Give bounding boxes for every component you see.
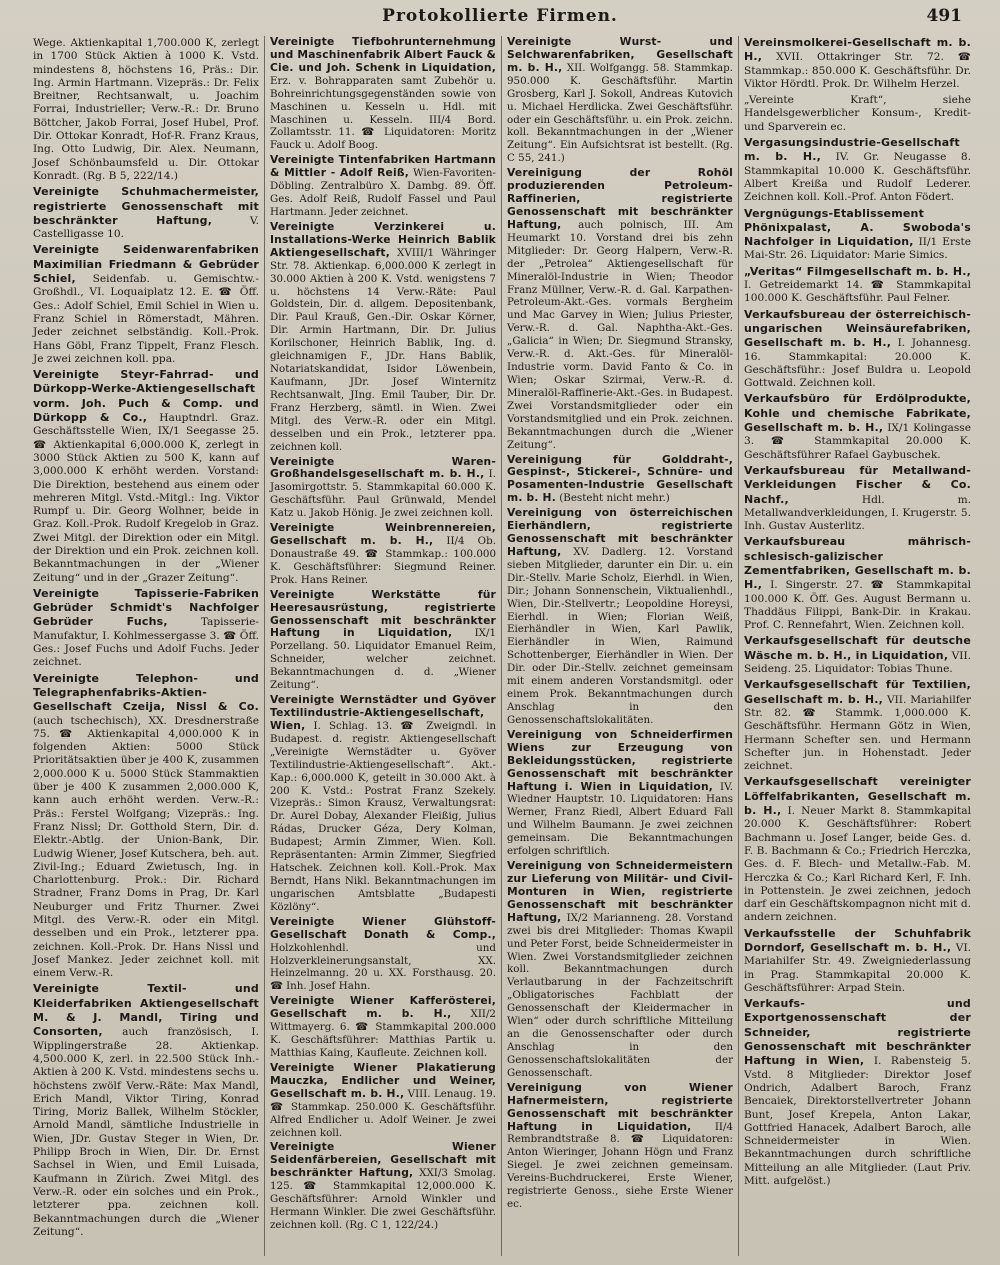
firm-entry xyxy=(270,589,496,692)
firm-details: I. Singerstr. 27. ☎ Stammkapital 100.000 K. Öff. Ges. August Bermann u. Thaddäus Filippi, Bank-Dir. in Krakau. Prof. C. Rennefahrt, Wien. Zeichnen koll. xyxy=(744,579,971,632)
firm-name: Vereinigte Waren-Großhandelsgesellschaft m. b. H., xyxy=(270,454,496,481)
firm-entry xyxy=(744,392,971,461)
firm-name: Vereinigte Seidenwarenfabriken Maximilian Friedmann & Gebrüder Schiel, xyxy=(33,243,259,286)
firm-entry xyxy=(270,916,496,994)
firm-details: Hauptndrl. Graz. Geschäftsstelle Wien, IX/1 Seegasse 25. ☎ Aktienkapital 6,000.000 K, zerlegt in 3000 Stück Aktien zu 500 K, kann auf 3,000.000 K erhöht werden. Vorstand: Die Direktion, bestehend aus einem oder mehreren Mitgl. Vstd.-Mitgl.: Ing. Viktor Rumpf u. Dir. Georg Wolhner, beide in Graz. Koll.-Prok. Rudolf Kregelob in Graz. Zwei Mitgl. der Direktion oder ein Mitgl. der Direktion und ein Prok. zeichnen koll. Bekanntmachungen in der „Wiener Zeitung“ und in der „Grazer Zeitung“. xyxy=(33,412,259,584)
firm-details: II/1 Erste Mai-Str. 26. Liquidator: Marie Simics. xyxy=(744,236,972,262)
firm-entry xyxy=(507,1082,733,1211)
firm-details: Erz. v. Bohrapparaten samt Zubehör u. Bohreinrichtungsgegenständen sowie von Maschinen u. Kesseln u. Hdl. mit Maschinen u. Kesseln. III/4 Bord. Zollamtsstr. 11. ☎ Liquidatoren: Moritz Fauck u. Adolf Boog. xyxy=(270,74,496,152)
firm-entry xyxy=(270,522,496,587)
firm-name: Vereinigte Wernstädter und Gyöver Textilindustrie-Aktiengesellschaft, Wien, xyxy=(270,693,496,732)
firm-name: Verkaufsbureau der österreichisch-ungarischen Weinsäurefabriken, Gesellschaft m. b. H., xyxy=(744,307,971,350)
firm-details: I. Schlag. 13. ☎ Zweigndl. in Budapest. d. registr. Aktiengesellschaft „Vereinigte Wernstädter u. Gyöver Textilindustrie-Aktiengesellschaft“. Akt.-Kap.: 6,000.000 K, geteilt in 30.000 Akt. à 200 K. Vstd.: Postrat Franz Szekely. Vizepräs.: Simon Krausz, Verwaltungsrat: Dr. Aurel Dobay, Alexander Fleißig, Julius Rádas, Drucker Géza, Dery Kolman, Budapest; Armin Zimmer, Wien. Koll. Repräsentanten: Armin Zimmer, Siegfried Hatschek. Zeichnen koll. Koll.-Prok. Max Berndt, Hans Nikl. Bekanntmachungen im ungarischen Amtsblatte „Budapesti Közlöny“. xyxy=(270,719,496,913)
firm-details: XII/2 Wittmayerg. 6. ☎ Stammkapital 200.000 K. Geschäftsführer: Matthias Partik u. Matthias Kaing, Kaufleute. Zeichnen koll. xyxy=(270,1008,496,1059)
firm-name: Verkaufsstelle der Schuhfabrik Dorndorf, Gesellschaft m. b. H., xyxy=(744,926,971,954)
firm-details: IX/2 Marianneng. 28. Vorstand zwei bis drei Mitglieder: Thomas Kwapil und Peter Forst, beide Schneidermeister in Wien. Zwei Vorstandsmitglieder zeichnen koll. Bekanntmachungen durch Verlautbarung in der Fachzeitschrift „Obligatorisches Fachblatt der Genossenschaft der Kleidermacher in Wien“ oder durch schriftliche Mitteilung an die Genossenschafter oder durch Anschlag in den Genossenschaftslokalitäten der Genossenschaft. xyxy=(507,911,733,1079)
page-title: Protokollierte Firmen. xyxy=(382,6,618,26)
firm-entry xyxy=(33,185,259,241)
firm-entry xyxy=(507,860,733,1080)
firm-details: XXI/3 Smolag. 125. ☎ Stammkapital 12,000.000 K. Geschäftsführer: Arnold Winkler und Hermann Winkler. Die zwei Geschäftsführ. zeichnen koll. (Rg. C 1, 122/24.) xyxy=(270,1167,497,1231)
firm-details: IX/1 Kolingasse 3. ☎ Stammkapital 20.000 K. Geschäftsführer Rafael Gaybuschek. xyxy=(744,422,971,461)
firm-entry xyxy=(270,1062,496,1140)
firm-details: XII. Wolfgangg. 58. Stammkap. 950.000 K. Geschäftsführ. Martin Grosberg, Karl J. Sokoll, Andreas Kutovich u. Michael Herdlicka. Zwei Geschäftsführ. oder ein Geschäftsführ. u. ein Prok. zeichn. koll. Bekanntmachungen in der „Wiener Zeitung“. Ein Aufsichtsrat ist bestellt. (Rg. C 55, 241.) xyxy=(507,61,734,165)
firm-details: Hdl. m. Metallwandverkleidungen, I. Krugerstr. 5. Inh. Gustav Austerlitz. xyxy=(744,493,971,533)
firm-details: Wege. Aktienkapital 1,700.000 K, zerlegt in 1700 Stück Aktien à 1000 K. Vstd. mindestens 8, höchstens 16, Präs.: Dir. Ing. Armin Hartmann. Vizepräs.: Dr. Felix Breitner, Rechtsanwalt, u. Joachim Forrai, Industrieller; Verw.-R.: Dr. Bruno Böttcher, Jakob Forrai, Josef Hubel, Prof. Dir. Ottokar Konradt, Hof-R. Franz Kraus, Ing. Otto Ludwig, Dir. Alex. Neumann, Josef Schönbaumsfeld u. Dir. Ottokar Konradt. (Rg. B 5, 222/14.) xyxy=(33,37,259,182)
firm-entry xyxy=(507,507,733,727)
firm-details: I. Rabensteig 5. Vstd. 8 Mitglieder: Direktor Josef Ondrich, Adalbert Baroch, Franz Bencaiek, Direktorstellvertreter Johann Bunt, Josef Krepela, Anton Lakar, Gottfried Hanacek, Adalbert Baroch, alle Schneidermeister in Wien. Bekanntmachungen durch schriftliche Mitteilung an alle Mitglieder. (Laut Priv. Mitt. aufgelöst.) xyxy=(744,1055,972,1188)
firm-entry xyxy=(744,634,971,676)
firm-details: Tapisserie-Manufaktur, I. Kohlmessergasse 3. ☎ Öff. Ges.: Josef Fuchs und Adolf Fuchs. Jeder zeichnet. xyxy=(33,616,259,669)
firm-details: IX/1 Porzellang. 50. Liquidator Emanuel Reim, Schneider, welcher zeichnet. Bekanntmachungen d. d. „Wiener Zeitung“. xyxy=(270,627,496,692)
firm-entry xyxy=(744,535,971,632)
firm-name: Verkaufsgesellschaft für Textilien, Gesellschaft m. b. H., xyxy=(744,678,971,706)
firm-entry xyxy=(33,243,259,366)
firm-name: Verkaufsgesellschaft für deutsche Wäsche m. b. H., in Liquidation, xyxy=(744,634,971,662)
firm-entry xyxy=(507,167,733,451)
firm-details: Holzkohlenhdl. und Holzverkleinerungsanstalt, XX. Heinzelmanng. 20 u. XX. Forsthausg. 20. ☎ Inh. Josef Hahn. xyxy=(270,941,496,993)
firm-entry xyxy=(507,729,733,858)
firm-details: (Besteht nicht mehr.) xyxy=(559,492,670,505)
firm-name: Vereinigung von Schneiderfirmen Wiens zur Erzeugung von Bekleidungsstücken, registrierte Genossenschaft mit beschränkter Haftung i. Wien in Liquidation, xyxy=(507,727,733,793)
firm-name: Vereinigte Wiener Glühstoff-Gesellschaft Donath & Comp., xyxy=(270,914,496,941)
firm-details: I. Jasomirgottstr. 5. Stammkapital 60.000 K. Geschäftsführ. Paul Grünwald, Mendel Katz u. Jakob Hönig. Je zwei zeichnen koll. xyxy=(270,468,496,520)
firm-entry xyxy=(744,136,971,204)
firm-entry xyxy=(270,36,496,152)
firm-entry xyxy=(744,775,971,924)
column-3 xyxy=(502,36,739,1256)
firm-entry xyxy=(270,1141,496,1231)
firm-name: Vereinigte Telephon- und Telegraphenfabriks-Aktien-Gesellschaft Czeija, Nissl & Co. xyxy=(33,671,259,714)
firm-name: Vergnügungs-Etablissement Phönixpalast, A. Swoboda's Nachfolger in Liquidation, xyxy=(744,206,971,249)
firm-details: I. Getreidemarkt 14. ☎ Stammkapital 100.000 K. Geschäftsführ. Paul Felner. xyxy=(744,279,971,305)
firm-entry xyxy=(744,308,971,391)
firm-details: Wien-Favoriten-Döbling. Zentralbüro X. Dambg. 89. Öff. Ges. Adolf Reiß, Rudolf Fassel und Paul Hartmann. Jeder zeichnet. xyxy=(270,167,497,218)
firm-name: Vereinigte Tintenfabriken Hartmann & Mittler - Adolf Reiß, xyxy=(270,153,496,180)
firm-entry xyxy=(33,587,259,670)
firm-details: II/4 Rembrandtstraße 8. ☎ Liquidatoren: Anton Wieringer, Johann Högn und Franz Siegel. Je zwei zeichnen gemeinsam. Vereins-Buchdruckerei, Erste Wiener, registrierte Genoss., siehe Erste Wiener ec. xyxy=(507,1120,733,1211)
firm-details: VIII. Lenaug. 19. ☎ Stammkap. 250.000 K. Geschäftsführ. Alfred Endlicher u. Adolf Weiner. Je zwei zeichnen koll. xyxy=(270,1087,496,1139)
firm-name: Vereinigte Werkstätte für Heeresausrüstung, registrierte Genossenschaft mit beschränkter Haftung in Liquidation, xyxy=(270,587,496,640)
firm-name: Vereinigte Verzinkerei u. Installations-Werke Heinrich Bablik Aktiengesellschaft, xyxy=(270,219,496,259)
firm-name: Verkaufsgesellschaft vereinigter Löffelfabrikanten, Gesellschaft m. b. H., xyxy=(744,775,971,818)
firm-entry xyxy=(507,36,733,165)
firm-details: auch polnisch, III. Am Heumarkt 10. Vorstand drei bis zehn Mitglieder: Dr. Georg Halpern, Verw.-R. der „Petrolea“ Aktiengesellschaft für Mineralöl-Industrie in Wien; Theodor Franz Müllner, Verw.-R. d. Gal. Karpathen-Petroleum-Akt.-Ges. vormals Bergheim und Mac Garvey in Wien; Julius Priester, Verw.-R. d. Gal. Naphtha-Akt.-Ges. „Galicia“ in Wien; Dr. Siegmund Stransky, Verw.-R. d. Akt.-Ges. für Mineralöl-Industrie vorm. David Fanto & Co. in Wien; Oskar Szirmai, Verw.-R. d. Mineralöl-Raffinerie-Akt.-Ges. in Budapest. Zwei Vorstandsmitglieder oder ein Vorstandsmitglied und ein Prok. zeichnen. Bekanntmachungen durch die „Wiener Zeitung“. xyxy=(507,218,733,451)
firm-entry xyxy=(744,93,971,134)
firm-name: Vereinigte Textil- und Kleiderfabriken Aktiengesellschaft M. & J. Mandl, Tiring und Consorten, xyxy=(33,982,259,1039)
firm-entry xyxy=(33,672,259,981)
firm-name: Vereinigte Wurst- und Selchwarenfabriken, Gesellschaft m. b. H., xyxy=(507,36,733,74)
firm-details: XV. Dadlerg. 12. Vorstand sieben Mitglieder, darunter ein Dir. u. ein Dir.-Stellv. Marie Scholz, Eierhdl. in Wien, Dir.; Johann Sonnenschein, Viktualienhdl., Wien, Dir.-Stellvertr.; Leopoldine Horeysi, Eierhdl. in Wien; Florian Weiß, Eierhändler in Wien, Karl Pawlik, Eierhändler in Wien, Raimund Schottenberger, Eierhändler in Wien. Der Dir. oder Dir.-Stellv. zeichnet gemeinsam mit einem anderen Vorstandsmitgl. oder einem Prok. Bekanntmachungen durch Anschlag in den Genossenschaftslokalitäten. xyxy=(507,545,733,726)
firm-details: XVIII/1 Währinger Str. 78. Aktienkap. 6,000.000 K zerlegt in 30.000 Aktien à 200 K. Vstd. wenigstens 7 u. höchstens 14 Verw.-Räte: Paul Goldstein, Dir. d. allgem. Depositenbank, Dir. Paul Krauß, Gen.-Dir. Oskar Körner, Dir. Armin Hartmann, Dir. Dr. Julius Korilschoner, Heinrich Bablik, Ing. d. gleichnamigen F., JDr. Hans Bablik, Notariatskandidat, Isidor Löwenbein, Kaufmann, JDr. Josef Winternitz Rechtsanwalt, JIng. Emil Tauber, Dir. Dr. Franz Herzberg, sämtl. in Wien. Zwei Mitgl. des Verw.-R. oder ein Mitgl. desselben und ein Prok., letzterer ppa. zeichnen koll. xyxy=(270,246,496,453)
firm-entry xyxy=(270,694,496,914)
page-header xyxy=(0,0,1000,34)
firm-name: Vereinigte Schuhmachermeister, registrierte Genossenschaft mit beschränkter Haftung, xyxy=(33,185,259,227)
firm-entry xyxy=(744,678,971,773)
firm-name: Vereinigung für Golddraht-, Gespinst-, Stickerei-, Schnüre- und Posamenten-Industrie Gesellschaft m. b. H. xyxy=(507,452,733,505)
text-columns xyxy=(28,36,978,1256)
firm-name: Vereinigte Wiener Kafferösterei, Gesellschaft m. b. H., xyxy=(270,994,496,1021)
column-4 xyxy=(739,36,976,1256)
firm-name: Vereinigte Tiefbohrunternehmung und Maschinenfabrik Albert Fauck & Cie. und Joh. Schenk in Liquidation, xyxy=(270,36,496,74)
column-2 xyxy=(265,36,502,1256)
firm-details: XVII. Ottakringer Str. 72. ☎ Stammkap.: 850.000 K. Geschäftsführ. Dr. Viktor Hördtl. Prok. Dr. Wilhelm Herzel. xyxy=(744,51,971,90)
firm-name: Vereinigte Wiener Seidenfärbereien, Gesellschaft mit beschränkter Haftung, xyxy=(270,1140,496,1180)
firm-name: „Veritas“ Filmgesellschaft m. b. H., xyxy=(744,264,971,278)
firm-details: VII. Seideng. 25. Liquidator: Tobias Thune. xyxy=(744,649,972,676)
firm-details: Seidenfab. u. Gemischtw.-Großhdl., VI. Loquaiplatz 12. E. ☎ Öff. Ges.: Adolf Schiel, Emil Schiel in Wien u. Franz Schiel in Römerstadt, Mähren. Jeder zeichnet selbständig. Koll.-Prok. Hans Göbl, Franz Tippelt, Franz Flesch. Je zwei zeichnen koll. ppa. xyxy=(33,273,259,365)
firm-entry xyxy=(507,454,733,506)
page-number: 491 xyxy=(926,6,962,26)
firm-name: Verkaufsbureau mährisch-schlesisch-galizischer Zementfabriken, Gesellschaft m. b. H., xyxy=(744,535,971,592)
firm-name: Verkaufsbüro für Erdölprodukte, Kohle und chemische Fabrikate, Gesellschaft m. b. H., xyxy=(744,392,971,435)
firm-details: I. Johannesg. 16. Stammkapital: 20.000 K. Geschäftsführ.: Josef Buldra u. Leopold Gottwald. Zeichnen koll. xyxy=(744,337,971,390)
firm-entry xyxy=(744,36,971,91)
firm-entry xyxy=(744,927,971,995)
firm-entry xyxy=(270,154,496,219)
firm-entry xyxy=(744,207,971,263)
firm-name: Verkaufs- und Exportgenossenschaft der Schneider, registrierte Genossenschaft mit beschränkter Haftung in Wien, xyxy=(744,997,971,1068)
firm-name: Vereinigung von Schneidermeistern zur Lieferung von Militär- und Civil-Monturen in Wien, registrierte Genossenschaft mit beschränkter Haftung, xyxy=(507,859,733,924)
firm-name: Vereinigung der Rohöl produzierenden Petroleum-Raffinerien, registrierte Genossenschaft mit beschränkter Haftung, xyxy=(507,166,733,231)
firm-entry xyxy=(270,221,496,454)
firm-details: VI. Mariahilfer Str. 49. Zweigniederlassung in Prag. Stammkapital 20.000 K. Geschäftsführer: Arpad Stein. xyxy=(744,942,971,994)
firm-details: auch französisch, I. Wipplingerstraße 28. Aktienkap. 4,500.000 K, zerl. in 22.500 Stück Inh.-Aktien à 200 K. Vstd. mindestens sechs u. höchstens zwölf Verw.-Räte: Max Mandl, Erich Mandl, Viktor Tiring, Konrad Tiring, Moriz Ballek, Wilhelm Stöckler, Arnold Mandl, sämtliche Industrielle in Wien, JDr. Gustav Steger in Wien, Dr. Philipp Broch in Wien, Dir. Dr. Ernst Sachsel in Wien, und Emil Luisada, Kaufmann in Zürich. Zwei Mitgl. des Verw.-R. oder ein solches und ein Prok., letzterer ppa. zeichnen koll. Bekanntmachungen durch die „Wiener Zeitung“. xyxy=(33,1026,259,1238)
firm-details: IV. Wiedner Hauptstr. 10. Liquidatoren: Hans Werner, Franz Riedl, Albert Eduard Fall und Wilhelm Baumann. Je zwei zeichnen gemeinsam. Die Bekanntmachungen erfolgen schriftlich. xyxy=(507,780,733,858)
firm-name: Vereinigte Tapisserie-Fabriken Gebrüder Schmidt's Nachfolger Gebrüder Fuchs, xyxy=(33,586,259,629)
firm-details: (auch tschechisch), XX. Dresdnerstraße 75. ☎ Aktienkapital 4,000.000 K in folgenden Aktien: 5000 Stück Prioritätsaktien über je 400 K, zusammen 2,000.000 K u. 5000 Stück Stammaktien über je 400 K zusammen 2,000.000 K, kann auch erhöht werden. Verw.-R.: Präs.: Ferstel Wolfgang; Vizepräs.: Ing. Franz Nissl; Dr. Gotthold Stern, Dir. d. Elektr.-Abtlg. der Union-Bank, Dir. Ludwig Wiener, Josef Kutschera, beh. aut. Zivil-Ing.; Eduard Zwietusch, Ing. in Charlottenburg. Prok.: Dir. Richard Stradner, Franz Doms in Prag, Dr. Karl Neuburger und Fritz Thurner. Zwei Mitgl. des Verw.-R. oder ein Mitgl. desselben und ein Prok., letzterer ppa. zeichnen. Koll.-Prok. Dr. Hans Nissl und Josef Mankez. Jeder zeichnet koll. mit einem Verw.-R. xyxy=(33,714,259,980)
firm-entry xyxy=(744,464,971,533)
firm-details: II/4 Ob. Donaustraße 49. ☎ Stammkap.: 100.000 K. Geschäftsführer: Siegmund Reiner. Prok. Hans Reiner. xyxy=(270,535,496,586)
firm-entry xyxy=(744,997,971,1188)
firm-name: Vergasungsindustrie-Gesellschaft m. b. H., xyxy=(744,136,960,164)
column-1 xyxy=(28,36,265,1256)
firm-entry xyxy=(744,265,971,306)
firm-entry xyxy=(33,982,259,1239)
firm-name: Vereinigung von Wiener Hafnermeistern, registrierte Genossenschaft mit beschränkter Haftung in Liquidation, xyxy=(507,1080,733,1133)
firm-name: Vereinigung von österreichischen Eierhändlern, registrierte Genossenschaft mit beschränkter Haftung, xyxy=(507,506,733,558)
firm-details: „Vereinte Kraft“, siehe Handelsgewerblicher Konsum-, Kredit- und Sparverein ec. xyxy=(744,94,971,133)
firm-name: Vereinigte Weinbrennereien, Gesellschaft m. b. H., xyxy=(270,521,496,548)
firm-entry xyxy=(270,995,496,1060)
firm-details: V. Castelligasse 10. xyxy=(33,214,259,241)
firm-entry xyxy=(33,36,259,183)
firm-name: Vereinigte Wiener Plakatierung Mauczka, Endlicher und Weiner, Gesellschaft m. b. H., xyxy=(270,1060,496,1100)
firm-name: Verkaufsbureau für Metallwand-Verkleidungen Fischer & Co. Nachf., xyxy=(744,463,971,506)
firm-details: IV. Gr. Neugasse 8. Stammkapital 10.000 K. Geschäftsführ. Albert Kreißa und Rudolf Lederer. Zeichnen koll. Koll.-Prof. Anton Födert. xyxy=(744,151,972,204)
firm-entry xyxy=(270,456,496,521)
firm-name: Vereinsmolkerei-Gesellschaft m. b. H., xyxy=(744,36,971,64)
firm-entry xyxy=(33,368,259,585)
firm-details: VII. Mariahilfer Str. 82. ☎ Stammk. 1,000.000 K. Geschäftsführ. Hermann Götz in Wien, Hermann Schefter sen. und Hermann Schefter jun. in Hohenstadt. Jeder zeichnet. xyxy=(744,693,971,773)
firm-details: I. Neuer Markt 8. Stammkapital 20.000 K. Geschäftsführer: Robert Bachmann u. Josef Langer, beide Ges. d. F. B. Bachmann & Co.; Friedrich Herczka, Ges. d. F. Blech- und Metallw.-Fab. M. Herczka & Co.; Karl Richard Kerl, F. Inh. in Pottenstein. Je zwei zeichnen, jedoch darf ein Geschäftskompagnon nicht mit d. andern zeichnen. xyxy=(744,805,971,924)
firm-name: Vereinigte Steyr-Fahrrad- und Dürkopp-Werke-Aktiengesellschaft vorm. Joh. Puch & Comp. und Dürkopp & Co., xyxy=(33,368,259,425)
